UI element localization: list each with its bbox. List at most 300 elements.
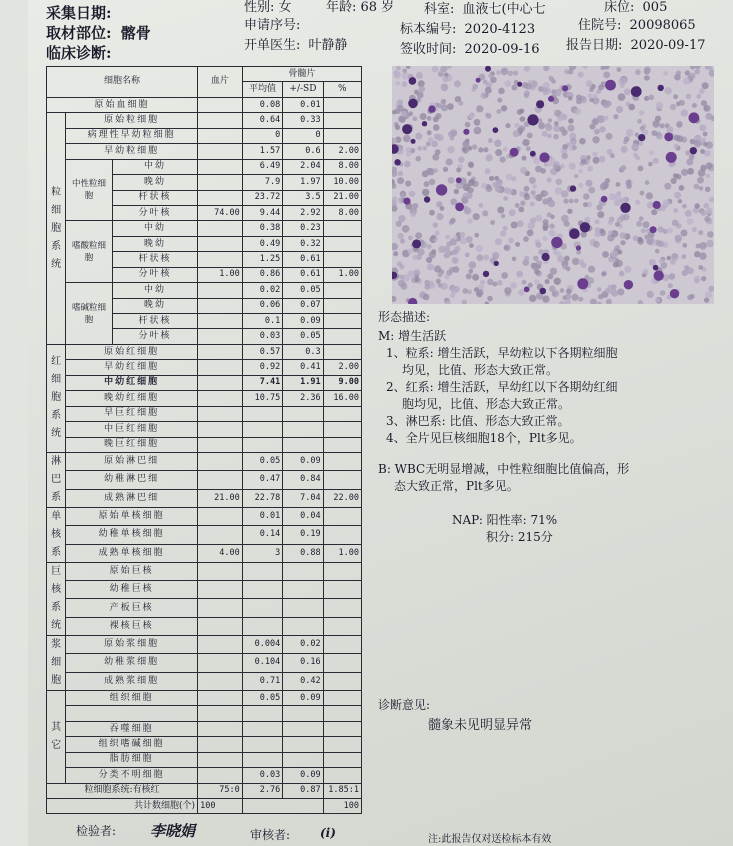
red-cell (617, 67, 622, 72)
cell-pct (323, 128, 361, 143)
count-row (47, 799, 362, 814)
red-cell (664, 183, 671, 190)
nucleated-cell (624, 280, 633, 289)
cell-pct (323, 97, 361, 112)
red-cell (620, 240, 625, 245)
red-cell (465, 122, 471, 128)
red-cell (468, 146, 473, 151)
red-cell (568, 96, 572, 100)
red-cell (544, 191, 549, 196)
inspector-signature: 李晓娟 (150, 822, 196, 840)
red-cell (618, 93, 626, 101)
red-cell (398, 233, 404, 239)
red-cell (472, 144, 477, 149)
cell-name: 原始巨核 (66, 562, 198, 580)
cell-pct (323, 471, 361, 489)
red-cell (460, 237, 467, 244)
red-cell (474, 233, 479, 238)
red-cell (492, 252, 499, 259)
red-cell (467, 172, 472, 177)
table-row (47, 672, 362, 690)
red-cell (419, 86, 426, 93)
red-cell (525, 83, 532, 90)
red-cell (595, 227, 601, 233)
cell-sd: 3.5 (283, 190, 323, 205)
cell-name: 早幼红细胞 (66, 360, 198, 375)
red-cell (405, 181, 411, 187)
morphology-title: 形态描述: (378, 310, 431, 324)
red-cell (674, 144, 679, 149)
red-cell (681, 109, 688, 116)
cell-sd: 0.41 (283, 360, 323, 375)
age: 年龄: 68 岁 (326, 0, 395, 15)
table-row (47, 768, 362, 783)
cell-name: 分叶核 (112, 267, 197, 282)
reviewer-label: 审核者: (250, 828, 291, 842)
red-cell (517, 220, 524, 227)
red-cell (626, 129, 634, 137)
red-cell (531, 263, 538, 270)
red-cell (586, 80, 593, 87)
cell-sd: 0.32 (283, 236, 323, 251)
cell-mean (242, 721, 282, 736)
red-cell (652, 130, 658, 136)
red-cell (504, 287, 511, 294)
cell-pct (323, 406, 361, 421)
red-cell (663, 199, 670, 206)
red-cell (685, 70, 690, 75)
red-cell (603, 101, 610, 108)
cell-sd: 0.61 (283, 252, 323, 267)
footer-note: 注:此报告仅对送检标本有效 (428, 834, 552, 845)
cell-mean: 0.38 (242, 221, 282, 236)
red-cell (604, 116, 609, 121)
red-cell (676, 135, 683, 142)
red-cell (401, 283, 408, 290)
red-cell (486, 113, 492, 119)
doctor-label: 开单医生: (244, 38, 301, 53)
red-cell (644, 66, 651, 73)
cell-mean: 7.41 (242, 375, 282, 390)
nucleated-cell (422, 121, 427, 126)
red-cell (668, 283, 673, 288)
red-cell (671, 178, 677, 184)
cell-mean: 0.57 (242, 344, 282, 359)
red-cell (557, 255, 564, 262)
red-cell (435, 149, 441, 155)
red-cell (554, 121, 559, 126)
red-cell (520, 167, 527, 174)
red-cell (422, 189, 429, 196)
red-cell (505, 123, 510, 128)
red-cell (456, 168, 461, 173)
cell-pct (323, 283, 361, 298)
red-cell (473, 213, 480, 220)
red-cell (468, 114, 473, 119)
cell-mean: 0.004 (242, 635, 282, 653)
red-cell (533, 157, 540, 164)
cell-name: 吞噬细胞 (66, 721, 198, 736)
red-cell (453, 235, 458, 240)
ratio-pct: 1.85:1 (323, 783, 361, 798)
cell-name (66, 706, 198, 721)
red-cell (397, 177, 404, 184)
red-cell (506, 188, 513, 195)
red-cell (522, 139, 529, 146)
red-cell (561, 190, 569, 198)
nap-score: 积分: 215分 (486, 530, 553, 544)
cell-blood (198, 97, 243, 112)
red-cell (533, 256, 539, 262)
red-cell (547, 212, 552, 217)
nucleated-cell (654, 271, 664, 281)
table-row (47, 422, 362, 437)
nucleated-cell (658, 85, 664, 91)
red-cell (624, 88, 631, 95)
site-value: 髂骨 (120, 24, 151, 42)
nucleated-cell (403, 198, 410, 205)
red-cell (403, 135, 411, 143)
cell-name: 幼稚单核细胞 (66, 526, 198, 544)
cell-name: 中幼 (112, 283, 197, 298)
cell-sd: 0.19 (283, 526, 323, 544)
cell-mean: 0.14 (242, 526, 282, 544)
cell-subgroup: 嗜碱粒细胞 (66, 283, 113, 345)
cell-mean: 0.64 (242, 113, 282, 128)
red-cell (487, 296, 493, 302)
cell-pct (323, 298, 361, 313)
red-cell (676, 121, 683, 128)
red-cell (469, 269, 474, 274)
red-cell (700, 149, 705, 154)
cell-mean: 0.86 (242, 267, 282, 282)
nucleated-cell (576, 245, 581, 250)
red-cell (703, 132, 708, 137)
red-cell (596, 204, 602, 210)
red-cell (556, 179, 563, 186)
red-cell (513, 71, 518, 76)
table-row (47, 128, 362, 143)
cell-name: 原始淋巴细 (66, 452, 198, 470)
cell-sd: 0.42 (283, 672, 323, 690)
cell-blood (198, 375, 243, 390)
cell-mean: 23.72 (242, 190, 282, 205)
red-cell (561, 114, 567, 120)
cell-blood (198, 507, 243, 525)
nucleated-cell (631, 86, 642, 97)
red-cell (445, 249, 450, 254)
red-cell (493, 182, 498, 187)
red-cell (522, 280, 527, 285)
cell-blood (198, 298, 243, 313)
red-cell (441, 84, 449, 92)
red-cell (446, 270, 452, 276)
cell-sd (283, 422, 323, 437)
table-row (47, 489, 362, 507)
red-cell (417, 248, 425, 256)
cell-pct: 10.00 (323, 175, 361, 190)
table-row (47, 452, 362, 470)
cell-blood (198, 190, 243, 205)
red-cell (520, 109, 525, 114)
cell-pct (323, 617, 361, 635)
cell-mean: 0.47 (242, 471, 282, 489)
cell-sd: 0 (283, 128, 323, 143)
red-cell (578, 259, 584, 265)
red-cell (548, 200, 555, 207)
red-cell (705, 291, 712, 298)
red-cell (592, 152, 597, 157)
red-cell (655, 249, 660, 254)
red-cell (682, 270, 688, 276)
cell-pct (323, 252, 361, 267)
table-row (47, 144, 362, 159)
cell-blood (198, 752, 243, 767)
red-cell (482, 210, 488, 216)
red-cell (527, 132, 533, 138)
cell-blood (198, 737, 243, 752)
nucleated-cell (456, 177, 462, 183)
red-cell (701, 276, 706, 281)
red-cell (621, 146, 628, 153)
red-cell (472, 84, 478, 90)
red-cell (524, 256, 529, 261)
red-cell (552, 290, 559, 297)
red-cell (643, 269, 649, 275)
red-cell (483, 80, 488, 85)
cell-blood (198, 437, 243, 452)
cell-blood: 4.00 (198, 544, 243, 562)
table-row (47, 635, 362, 653)
red-cell (578, 297, 583, 302)
red-cell (619, 271, 625, 277)
cell-blood (198, 236, 243, 251)
col-blood-header: 血片 (198, 67, 243, 98)
red-cell (476, 254, 483, 261)
doctor-row (244, 34, 348, 53)
red-cell (515, 203, 520, 208)
red-cell (694, 278, 699, 283)
cell-sd: 0.02 (283, 635, 323, 653)
red-cell (679, 100, 685, 106)
red-cell (402, 225, 410, 233)
cell-pct (323, 422, 361, 437)
red-cell (534, 279, 540, 285)
cell-blood (198, 617, 243, 635)
red-cell (556, 251, 561, 256)
red-cell (515, 242, 520, 247)
red-cell (446, 158, 453, 165)
red-cell (494, 140, 501, 147)
morphology-b-line2: 态大致正常，Plt多见。 (394, 479, 519, 493)
count-label: 共计数细胞(个) (47, 799, 198, 814)
red-cell (424, 280, 430, 286)
bone-marrow-micrograph (392, 66, 714, 304)
red-cell (553, 134, 559, 140)
red-cell (393, 251, 398, 256)
cell-blood (198, 635, 243, 653)
red-cell (524, 186, 530, 192)
red-cell (695, 203, 700, 208)
cell-mean: 1.57 (242, 144, 282, 159)
red-cell (512, 257, 517, 262)
red-cell (637, 119, 642, 124)
red-cell (706, 240, 713, 247)
red-cell (542, 131, 548, 137)
cell-pct (323, 599, 361, 617)
cell-blood (198, 283, 243, 298)
red-cell (635, 69, 641, 75)
cell-pct (323, 654, 361, 672)
cell-sd: 0.05 (283, 329, 323, 344)
cell-mean (242, 737, 282, 752)
red-cell (554, 110, 561, 117)
red-cell (394, 72, 401, 79)
red-cell (511, 176, 516, 181)
cell-mean: 0.08 (242, 97, 282, 112)
red-cell (685, 210, 692, 217)
red-cell (549, 230, 556, 237)
red-cell (496, 70, 501, 75)
red-cell (509, 209, 516, 216)
red-cell (633, 153, 638, 158)
red-cell (578, 183, 583, 188)
red-cell (396, 221, 402, 227)
red-cell (669, 273, 676, 280)
red-cell (542, 198, 548, 204)
cell-sd: 0.09 (283, 452, 323, 470)
cell-sd: 0.3 (283, 344, 323, 359)
col-marrow-header: 骨髓片 (242, 67, 361, 82)
sample-no-value: 2020-4123 (464, 22, 536, 37)
table-row (47, 159, 362, 174)
nucleated-cell (670, 289, 679, 298)
red-cell (427, 264, 434, 271)
cell-blood (198, 471, 243, 489)
table-row (47, 360, 362, 375)
red-cell (658, 241, 665, 248)
nucleated-cell (690, 147, 697, 154)
cell-name: 晚幼红细胞 (66, 391, 198, 406)
red-cell (699, 124, 706, 131)
cell-blood (198, 706, 243, 721)
cell-sd (283, 562, 323, 580)
red-cell (606, 133, 613, 140)
red-cell (466, 236, 473, 243)
red-cell (571, 294, 578, 301)
red-cell (495, 149, 502, 156)
red-cell (554, 278, 561, 285)
table-row (47, 406, 362, 421)
red-cell (427, 130, 432, 135)
red-cell (571, 140, 577, 146)
cell-name: 杆状核 (112, 314, 197, 329)
nucleated-cell (530, 151, 536, 157)
red-cell (671, 253, 679, 261)
red-cell (447, 146, 454, 153)
red-cell (501, 272, 508, 279)
red-cell (476, 245, 483, 252)
red-cell (497, 207, 504, 214)
red-cell (436, 113, 442, 119)
cell-count-table (46, 66, 362, 814)
red-cell (626, 183, 632, 189)
red-cell (467, 218, 473, 224)
cell-name: 幼稚巨核 (66, 581, 198, 599)
nucleated-cell (577, 278, 588, 289)
col-sd-header: +/-SD (283, 82, 323, 97)
red-cell (415, 133, 422, 140)
red-cell (498, 88, 505, 95)
table-row (47, 562, 362, 580)
red-cell (486, 154, 493, 161)
nap-positive-rate: NAP: 阳性率: 71% (452, 513, 558, 527)
red-cell (692, 103, 697, 108)
nucleated-cell (539, 152, 549, 162)
cell-group: 巨核系统 (47, 562, 66, 635)
red-cell (587, 166, 593, 172)
cell-subgroup: 中性粒细胞 (66, 159, 113, 221)
red-cell (581, 159, 586, 164)
red-cell (684, 265, 689, 270)
red-cell (477, 289, 484, 296)
red-cell (481, 183, 487, 189)
cell-blood (198, 314, 243, 329)
red-cell (416, 72, 423, 79)
nucleated-cell (540, 288, 547, 295)
red-cell (400, 239, 405, 244)
red-cell (466, 273, 472, 279)
ratio-blood: 75:0 (198, 783, 243, 798)
cell-mean (242, 422, 282, 437)
red-cell (392, 197, 398, 203)
red-cell (697, 177, 704, 184)
red-cell (566, 288, 572, 294)
cell-pct (323, 672, 361, 690)
red-cell (706, 174, 710, 178)
red-cell (440, 206, 445, 211)
red-cell (682, 254, 687, 259)
red-cell (682, 204, 687, 209)
nucleated-cell (650, 226, 657, 233)
red-cell (438, 273, 443, 278)
cell-mean (242, 617, 282, 635)
red-cell (694, 69, 700, 75)
cell-mean: 0.05 (242, 452, 282, 470)
red-cell (454, 246, 460, 252)
red-cell (592, 136, 599, 143)
red-cell (586, 180, 593, 187)
red-cell (644, 96, 649, 101)
cell-blood (198, 721, 243, 736)
red-cell (624, 136, 630, 142)
cell-sd: 0.07 (283, 298, 323, 313)
cell-pct (323, 314, 361, 329)
red-cell (704, 105, 711, 112)
cell-sd (283, 752, 323, 767)
nucleated-cell (664, 133, 673, 142)
cell-name: 中幼红细胞 (66, 375, 198, 390)
red-cell (574, 174, 578, 178)
red-cell (646, 192, 653, 199)
cell-pct (323, 221, 361, 236)
red-cell (553, 164, 559, 170)
red-cell (602, 251, 609, 258)
red-cell (417, 92, 424, 99)
red-cell (523, 236, 529, 242)
red-cell (699, 252, 706, 259)
cell-pct: 1.00 (323, 544, 361, 562)
